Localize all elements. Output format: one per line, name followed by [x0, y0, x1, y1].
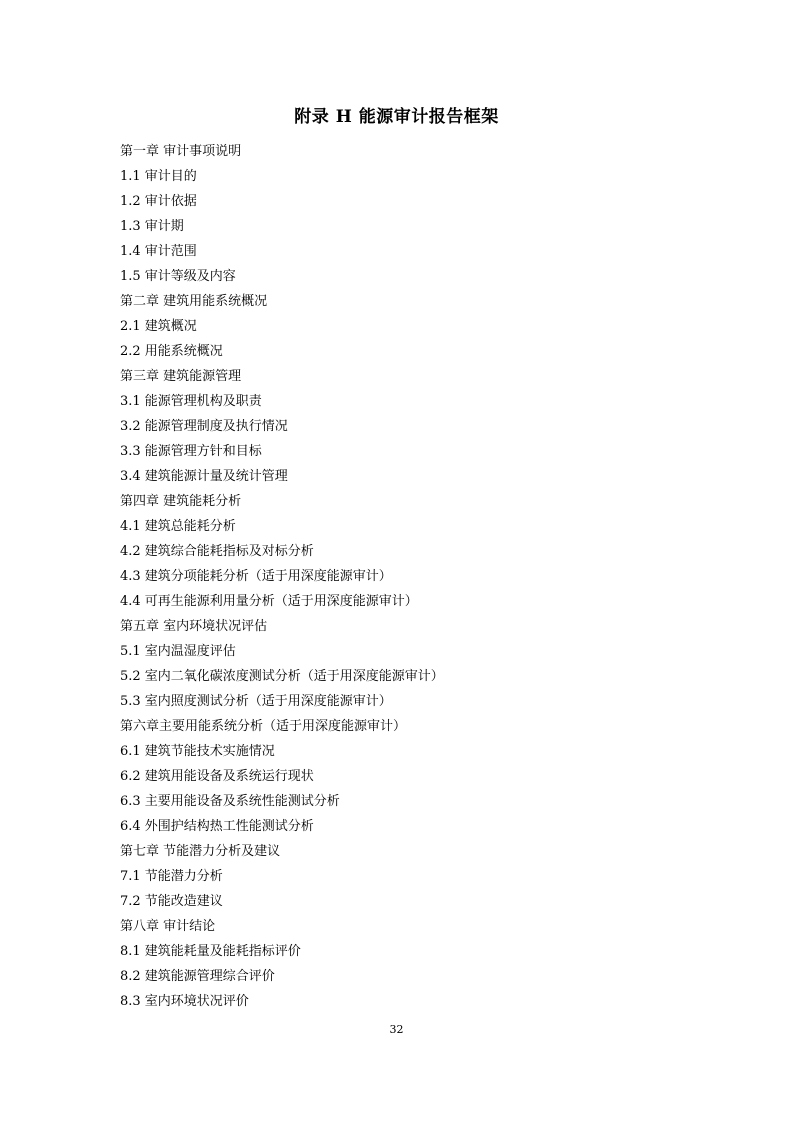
toc-section-3-2: 3.2 能源管理制度及执行情况	[120, 419, 288, 434]
toc-chapter-7: 第七章 节能潜力分析及建议	[120, 844, 281, 859]
toc-section-8-3: 8.3 室内环境状况评价	[120, 994, 249, 1009]
toc-section-5-3: 5.3 室内照度测试分析（适于用深度能源审计）	[120, 694, 392, 709]
toc-section-4-1: 4.1 建筑总能耗分析	[120, 519, 236, 534]
toc-section-6-1: 6.1 建筑节能技术实施情况	[120, 744, 275, 759]
toc-section-4-4: 4.4 可再生能源利用量分析（适于用深度能源审计）	[120, 594, 418, 609]
toc-section-1-4: 1.4 审计范围	[120, 244, 197, 259]
toc-section-1-2: 1.2 审计依据	[120, 194, 197, 209]
toc-list	[120, 139, 444, 1014]
toc-section-3-1: 3.1 能源管理机构及职责	[120, 394, 262, 409]
toc-section-6-2: 6.2 建筑用能设备及系统运行现状	[120, 769, 314, 784]
toc-section-6-3: 6.3 主要用能设备及系统性能测试分析	[120, 794, 340, 809]
toc-section-3-3: 3.3 能源管理方针和目标	[120, 444, 262, 459]
page-title: 附录 H 能源审计报告框架	[294, 107, 499, 127]
toc-section-2-2: 2.2 用能系统概况	[120, 344, 223, 359]
toc-chapter-1: 第一章 审计事项说明	[120, 144, 242, 159]
toc-chapter-3: 第三章 建筑能源管理	[120, 369, 242, 384]
toc-section-4-3: 4.3 建筑分项能耗分析（适于用深度能源审计）	[120, 569, 392, 584]
toc-chapter-8: 第八章 审计结论	[120, 919, 216, 934]
toc-section-1-3: 1.3 审计期	[120, 219, 184, 234]
toc-section-7-2: 7.2 节能改造建议	[120, 894, 223, 909]
toc-section-2-1: 2.1 建筑概况	[120, 319, 197, 334]
toc-chapter-4: 第四章 建筑能耗分析	[120, 494, 242, 509]
toc-section-1-5: 1.5 审计等级及内容	[120, 269, 236, 284]
toc-section-5-1: 5.1 室内温湿度评估	[120, 644, 236, 659]
toc-section-4-2: 4.2 建筑综合能耗指标及对标分析	[120, 544, 314, 559]
toc-section-8-1: 8.1 建筑能耗量及能耗指标评价	[120, 944, 301, 959]
toc-section-6-4: 6.4 外围护结构热工性能测试分析	[120, 819, 314, 834]
toc-section-7-1: 7.1 节能潜力分析	[120, 869, 223, 884]
toc-chapter-5: 第五章 室内环境状况评估	[120, 619, 268, 634]
toc-section-1-1: 1.1 审计目的	[120, 169, 197, 184]
toc-section-3-4: 3.4 建筑能源计量及统计管理	[120, 469, 288, 484]
toc-chapter-6: 第六章主要用能系统分析（适于用深度能源审计）	[120, 719, 407, 734]
page-number: 32	[389, 1023, 404, 1036]
toc-section-8-2: 8.2 建筑能源管理综合评价	[120, 969, 275, 984]
toc-chapter-2: 第二章 建筑用能系统概况	[120, 294, 268, 309]
toc-section-5-2: 5.2 室内二氧化碳浓度测试分析（适于用深度能源审计）	[120, 669, 444, 684]
